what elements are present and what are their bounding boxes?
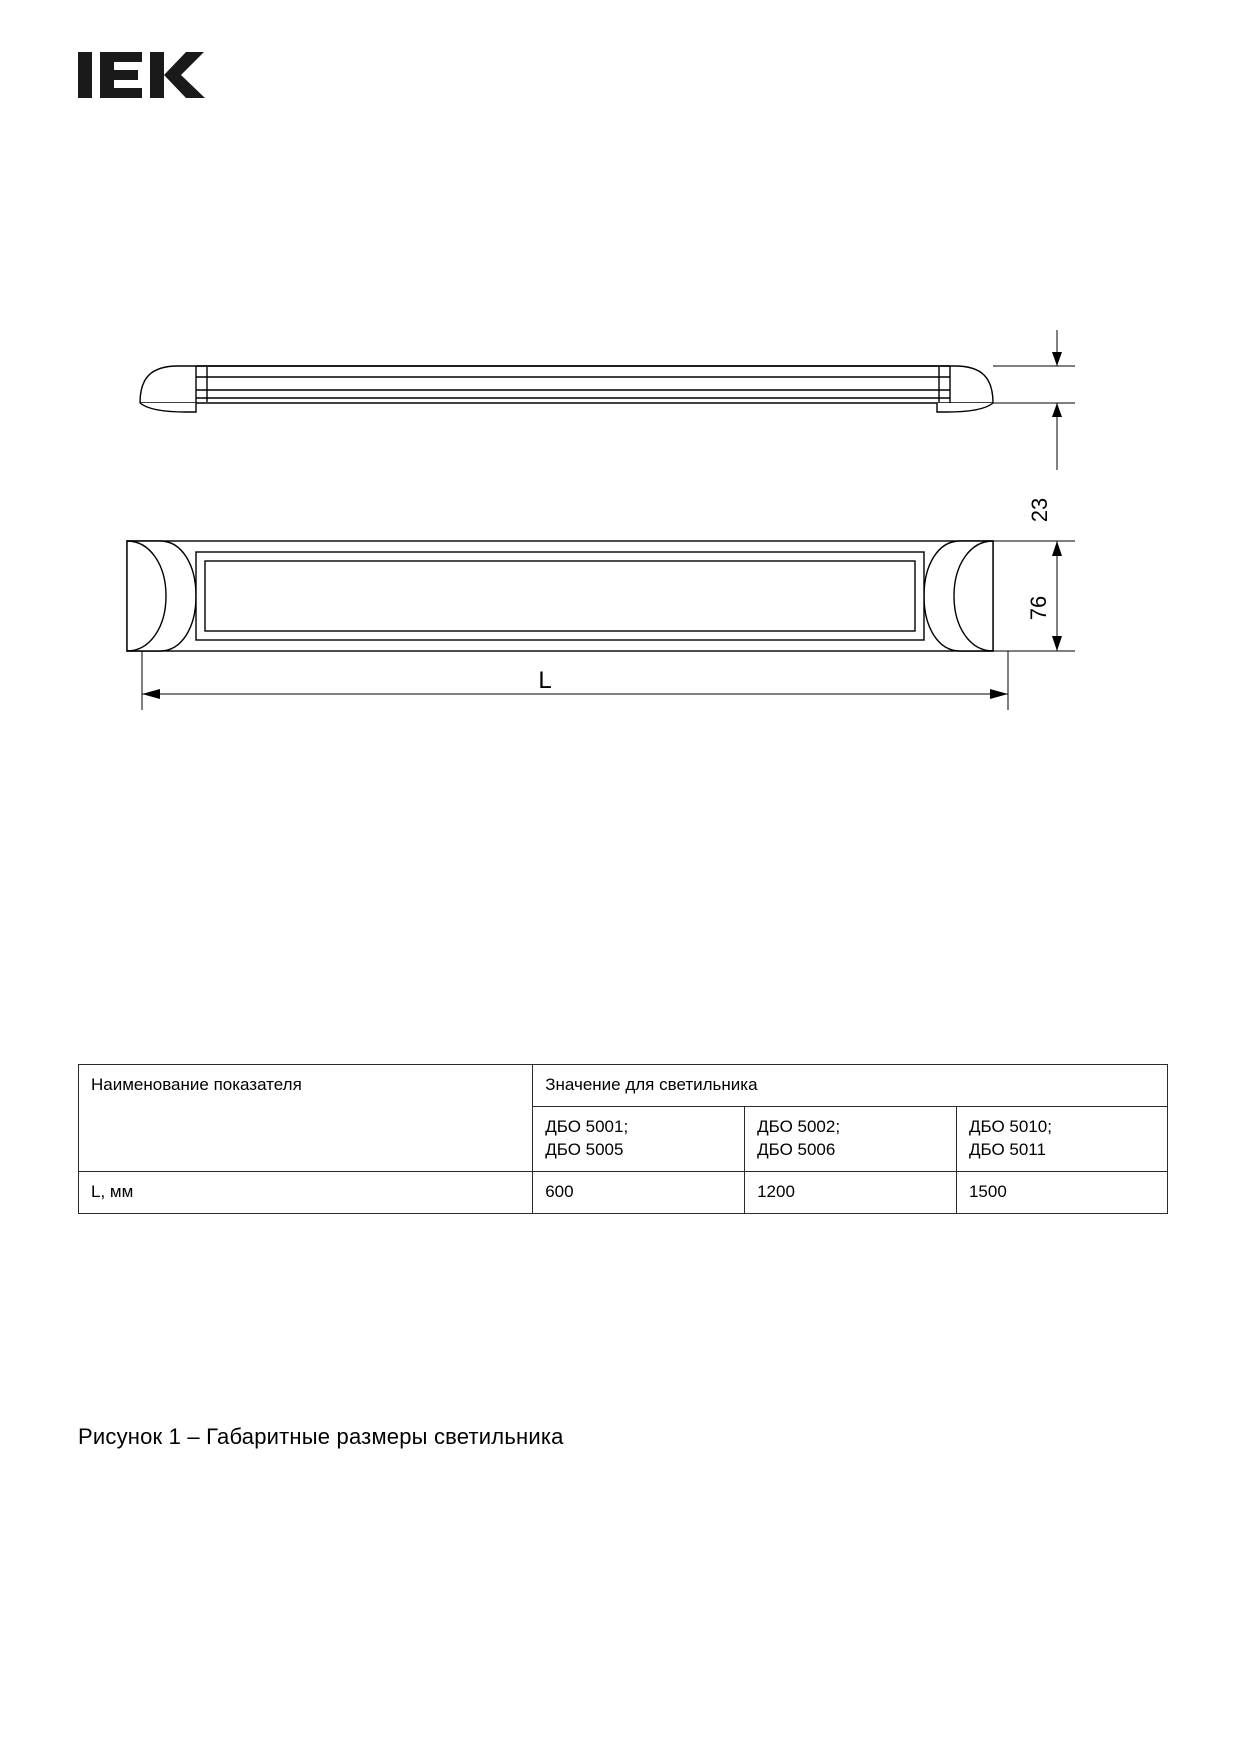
top-view-profile [140,366,993,412]
row-value-cell-2 [745,1171,957,1213]
row-value-3: 1500 [968,1181,1007,1201]
model-line-1b: ДБО 5005 [545,1139,624,1159]
dimension-label-L: L [538,667,552,694]
model-line-3a: ДБО 5010; [968,1116,1052,1136]
model-line-3b: ДБО 5011 [968,1139,1046,1159]
header-value-group-label: Значение для светильника [545,1075,758,1094]
model-line-2a: ДБО 5002; [757,1116,841,1136]
header-model-cell-3 [956,1106,1167,1171]
front-view-body [127,541,993,651]
row-parameter-cell [79,1171,533,1213]
model-line-2b: ДБО 5006 [757,1139,836,1159]
row-parameter-label: L, мм [91,1181,134,1201]
row-value-1: 600 [545,1181,574,1201]
model-line-1a: ДБО 5001; [545,1116,629,1136]
dimension-label-23: 23 [1027,497,1052,523]
header-model-cell-2 [745,1106,957,1171]
dimension-23 [993,330,1075,470]
dimension-label-76: 76 [1026,595,1051,621]
header-parameter-label: Наименование показателя [91,1075,302,1094]
header-parameter-cell [79,1065,533,1172]
specification-table [78,1064,1168,1214]
dimension-76 [993,541,1075,651]
iek-logo [78,46,208,104]
figure-caption: Рисунок 1 – Габаритные размеры светильника [78,1424,564,1449]
row-value-cell-3 [956,1171,1167,1213]
header-value-group-cell [533,1065,1168,1107]
row-value-cell-1 [533,1171,745,1213]
table-row-header-1 [79,1065,1168,1107]
header-model-cell-1 [533,1106,745,1171]
row-value-2: 1200 [757,1181,795,1201]
dimension-L [142,651,1008,710]
table-row [79,1171,1168,1213]
